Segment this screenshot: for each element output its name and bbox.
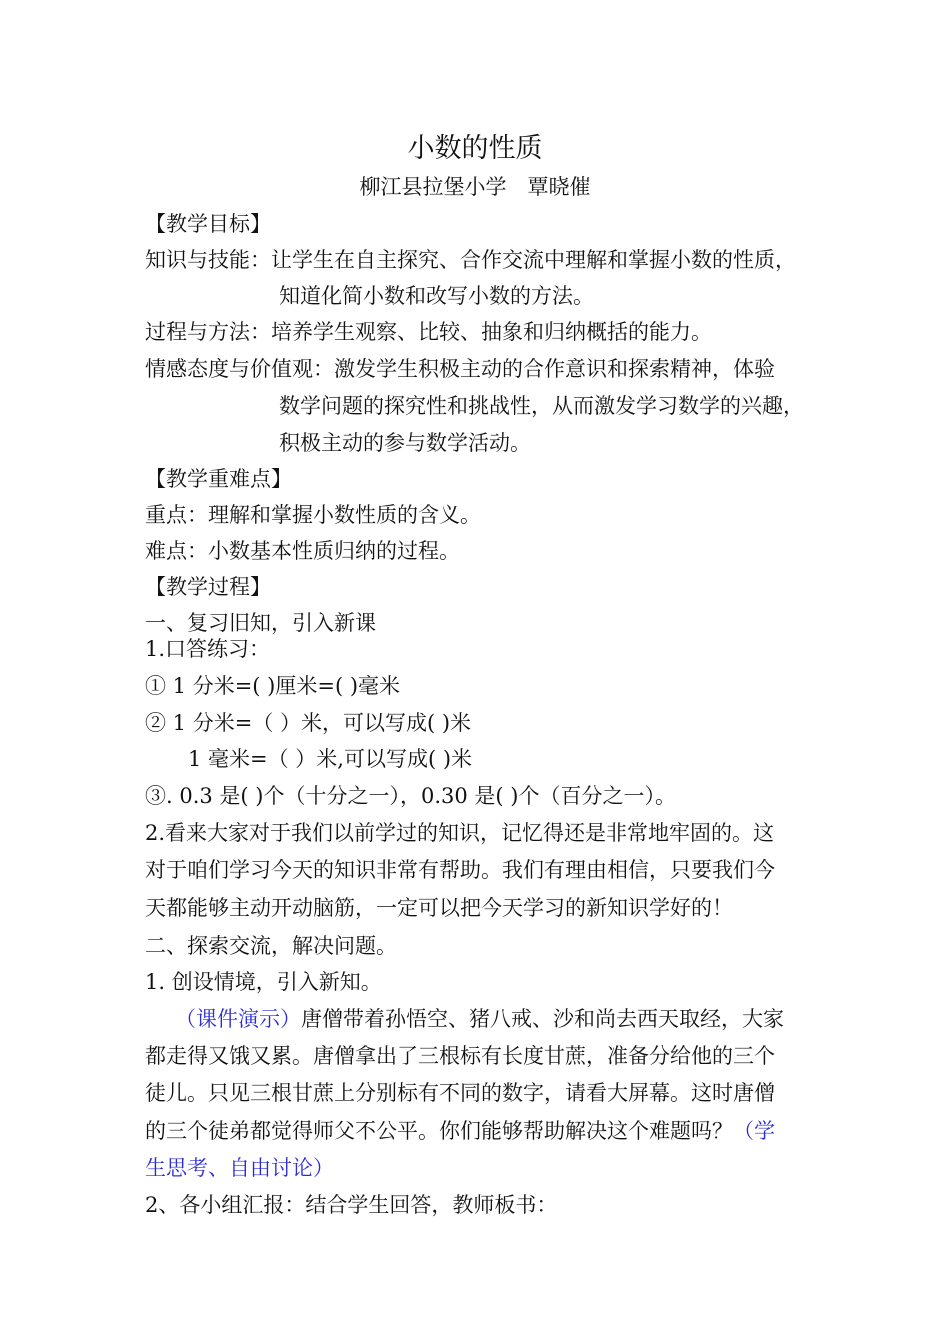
paragraph-2-line2: 对于咱们学习今天的知识非常有帮助。我们有理由相信，只要我们今 [145, 858, 775, 882]
section-two-item2: 2、各小组汇报：结合学生回答，教师板书： [145, 1193, 558, 1217]
heading-teaching-process: 【教学过程】 [145, 575, 271, 599]
story-line2: 都走得又饿又累。唐僧拿出了三根标有长度甘蔗，准备分给他的三个 [145, 1044, 775, 1068]
goal-knowledge-line2: 知道化简小数和改写小数的方法。 [279, 284, 594, 308]
key-point: 重点：理解和掌握小数性质的含义。 [145, 503, 481, 527]
page-title: 小数的性质 [407, 133, 543, 164]
section-two-item1: 1. 创设情境，引入新知。 [145, 970, 382, 994]
goal-attitude-line3: 积极主动的参与数学活动。 [279, 431, 531, 455]
goal-knowledge-line1: 知识与技能：让学生在自主探究、合作交流中理解和掌握小数的性质， [145, 248, 796, 272]
story-text: 唐僧带着孙悟空、猪八戒、沙和尚去西天取经，大家 [301, 1007, 784, 1031]
student-discussion-annotation-cont: 生思考、自由讨论） [145, 1156, 334, 1180]
student-discussion-annotation: （学 [733, 1119, 775, 1143]
heading-teaching-goals: 【教学目标】 [145, 212, 271, 236]
story-text: 的三个徒弟都觉得师父不公平。你们能够帮助解决这个难题吗？ [145, 1119, 733, 1143]
oral-practice-label: 1.口答练习： [145, 637, 271, 661]
exercise-q2b: 1 毫米=（ ）米,可以写成( )米 [188, 747, 473, 771]
goal-attitude-line1: 情感态度与价值观：激发学生积极主动的合作意识和探索精神，体验 [145, 357, 775, 381]
exercise-q3: ③. 0.3 是( )个（十分之一），0.30 是( )个（百分之一）。 [145, 784, 676, 808]
exercise-q1: ① 1 分米=( )厘米=( )毫米 [145, 674, 401, 698]
difficult-point: 难点：小数基本性质归纳的过程。 [145, 539, 460, 563]
goal-attitude-line2: 数学问题的探究性和挑战性，从而激发学习数学的兴趣， [279, 394, 804, 418]
story-line3: 徒儿。只见三根甘蔗上分别标有不同的数字，请看大屏幕。这时唐僧 [145, 1081, 775, 1105]
courseware-demo-annotation: （课件演示） [175, 1007, 301, 1031]
author-byline: 柳江县拉堡小学 覃晓催 [359, 175, 591, 199]
heading-key-points: 【教学重难点】 [145, 467, 292, 491]
goal-process: 过程与方法：培养学生观察、比较、抽象和归纳概括的能力。 [145, 320, 712, 344]
section-two-heading: 二、探索交流，解决问题。 [145, 934, 397, 958]
story-line1 [175, 1006, 784, 1032]
paragraph-2-line1: 2.看来大家对于我们以前学过的知识，记忆得还是非常地牢固的。这 [145, 821, 775, 845]
story-line4 [145, 1118, 775, 1144]
section-one-heading: 一、复习旧知，引入新课 [145, 611, 376, 635]
paragraph-2-line3: 天都能够主动开动脑筋，一定可以把今天学习的新知识学好的！ [145, 896, 733, 920]
exercise-q2: ② 1 分米=（ ）米，可以写成( )米 [145, 711, 472, 735]
